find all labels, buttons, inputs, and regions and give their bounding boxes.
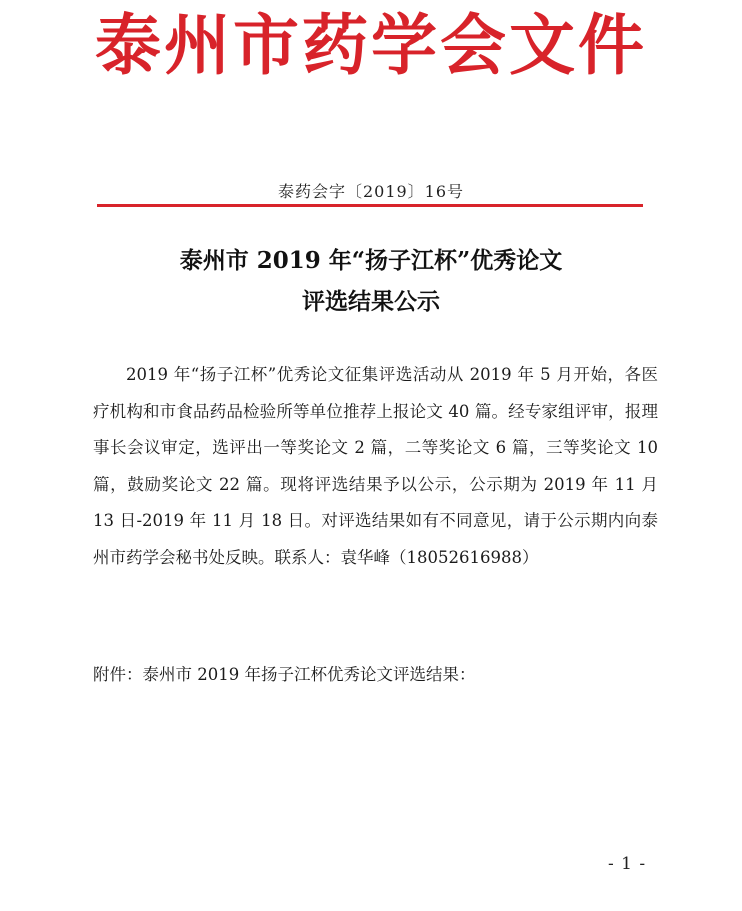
document-title-line-2: 评选结果公示 <box>302 288 440 315</box>
attachment-note: 附件：泰州市 2019 年扬子江杯优秀论文评选结果： <box>93 665 476 684</box>
red-divider-line <box>97 204 643 207</box>
document-title-line-1: 泰州市 2019 年“扬子江杯”优秀论文 <box>179 247 563 274</box>
page-number: - 1 - <box>608 854 647 874</box>
masthead-title: 泰州市药学会文件 <box>95 6 647 84</box>
body-paragraph: 2019 年“扬子江杯”优秀论文征集评选活动从 2019 年 5 月开始，各医疗机构和市食品药品检验所等单位推荐上报论文 40 篇。经专家组评审，报理事长会议审定，选评出一等奖论文 2 篇，二等奖论文 6 篇，三等奖论文 10 篇，鼓励奖论文 22 篇。现将评选结果予以公示，公示期为 2019 年 11 月 13 日-2019 年 11 月 18 日。对评选结果如有不同意见，请于公示期内向泰州市药学会秘书处反映。联系人：袁华峰（18052616988） <box>93 365 658 567</box>
document-number: 泰药会字〔2019〕16号 <box>277 182 465 201</box>
